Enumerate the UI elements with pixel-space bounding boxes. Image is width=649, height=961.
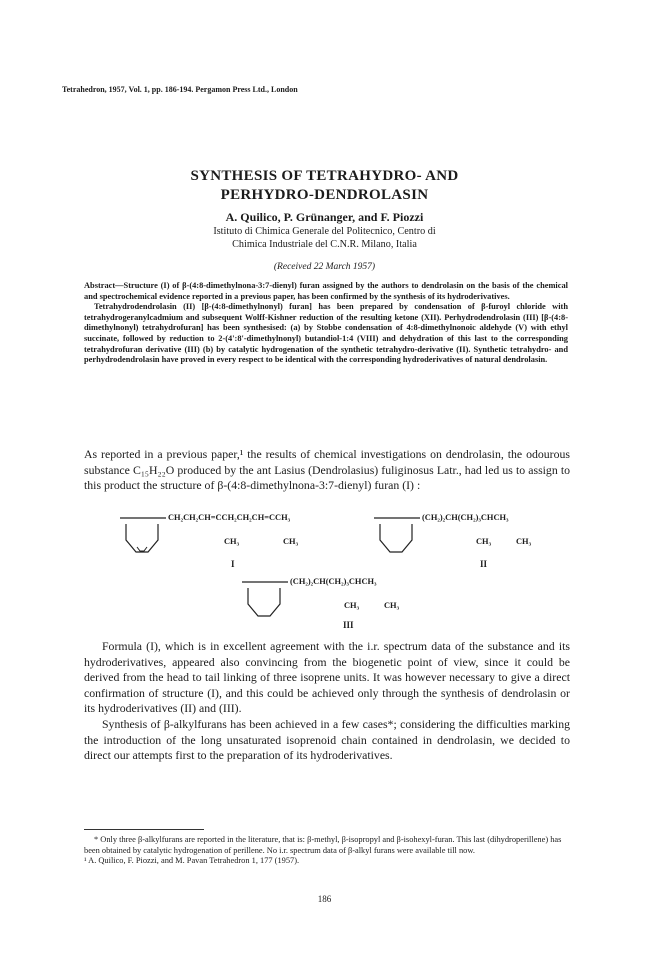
formula-iii-label: III [343, 620, 354, 630]
formula-ii-chain: (CH₂)₂CH(CH₂)₃CHCH₃ [422, 513, 509, 522]
formula-i-methyl-1: CH₃ [224, 537, 240, 546]
formula-iii-methyl-2: CH₃ [384, 601, 400, 610]
intro-paragraph [84, 447, 570, 494]
tetrahydrofuran-ring-formula-ii [372, 510, 428, 562]
authors: A. Quilico, P. Grünanger, and F. Piozzi [225, 210, 424, 224]
formula-i-label: I [231, 559, 235, 569]
footnotes [84, 835, 568, 867]
received-date: (Received 22 March 1957) [273, 262, 376, 272]
formula-iii-chain: (CH₂)₂CH(CH₂)₃CHCH₃ [290, 577, 377, 586]
footnote-separator [84, 829, 204, 830]
furan-ring-formula-i [118, 510, 174, 562]
paper-title-line-1: SYNTHESIS OF TETRAHYDRO- AND [190, 168, 459, 184]
body-paragraph-3: Synthesis of β-alkylfurans has been achieved in a few cases*; considering the difficulties marking the introduction of the long unsaturated isoprenoid chain contained in dendrolasin, we decided to direct our attempts first to the preparation of its hydroderivatives. [84, 716, 570, 763]
paper-title-line-2: PERHYDRO-DENDROLASIN [220, 187, 429, 203]
tetrahydrofuran-ring-formula-iii [240, 574, 296, 626]
formula-ii-methyl-2: CH₃ [516, 537, 532, 546]
running-head: Tetrahedron, 1957, Vol. 1, pp. 186-194. Pergamon Press Ltd., London [62, 85, 298, 94]
body-paragraphs [84, 639, 570, 764]
affiliation-line-1: Istituto di Chimica Generale del Politecnico, Centro di [213, 226, 436, 237]
formula-ii-methyl-1: CH₃ [476, 537, 492, 546]
affiliation-line-2: Chimica Industriale del C.N.R. Milano, Italia [232, 239, 417, 250]
abstract-paragraph-1: Abstract—Structure (I) of β-(4:8-dimethylnona-3:7-dienyl) furan assigned by the authors to dendrolasin on the basis of the chemical and spectrochemical evidence reported in a previous paper, has been confirmed by the synthesis of its hydroderivatives. [84, 281, 568, 301]
abstract [84, 281, 568, 366]
formula-i-methyl-2: CH₃ [283, 537, 299, 546]
footnote-ref-1: ¹ A. Quilico, F. Piozzi, and M. Pavan Tetrahedron 1, 177 (1957). [84, 856, 300, 866]
page-number: 186 [317, 894, 332, 904]
formula-iii-methyl-1: CH₃ [344, 601, 360, 610]
body-paragraph-2: Formula (I), which is in excellent agreement with the i.r. spectrum data of the substance and its hydroderivatives, appeared also convincing from the biogenetic point of view, since it could be derived from the head to tail linking of three isoprene units. It was however necessary to give a direct confirmation of structure (I), and this could be achieved only through the synthesis of dendrolasin or its hydroderivatives (II) and (III). [84, 639, 570, 716]
formula-i-chain: CH₂CH₂CH=CCH₂CH₂CH=CCH₃ [168, 513, 291, 522]
intro-text: As reported in a previous paper,¹ the results of chemical investigations on dendrolasin, the odourous substance C₁₅H₂₂O produced by the ant Lasius (Dendrolasius) fuliginosus Latr., had led us to assign to this product the structure of β-(4:8-dimethylnona-3:7-dienyl) furan (I) : [84, 447, 570, 493]
formula-ii-label: II [480, 559, 488, 569]
footnote-star: * Only three β-alkylfurans are reported in the literature, that is: β-methyl, β-isopropyl and β-isohexyl-furan. This last (dihydroperillene) has been obtained by catalytic hydrogenation of perillene. No i.r. spectrum data of β-alkyl furans were available till now. [84, 835, 562, 855]
abstract-paragraph-2: Tetrahydrodendrolasin (II) [β-(4:8-dimethylnonyl) furan] has been prepared by condensation of β-furoyl chloride with tetrahydrogeranylcadmium and subsequent Wolff-Kishner reduction of the resulting ketone (XII). Perhydrodendrolasin (III) [β-(4:8-dimethylnonyl) tetrahydrofuran] has been synthesised: (a) by Stobbe condensation of 4:8-dimethylnonoic aldehyde (V) with ethyl succinate, followed by reduction to 2-(4':8'-dimethylnonyl) butandiol-1:4 (VIII) and dehydration of this last to the corresponding tetrahydrofuran derivative (III) (b) by catalytic hydrogenation of the synthetic tetrahydro-derivative (II). Synthetic tetrahydro- and perhydrodendrolasin have proved in every respect to be identical with the corresponding hydroderivatives of natural dendrolasin. [84, 302, 568, 365]
